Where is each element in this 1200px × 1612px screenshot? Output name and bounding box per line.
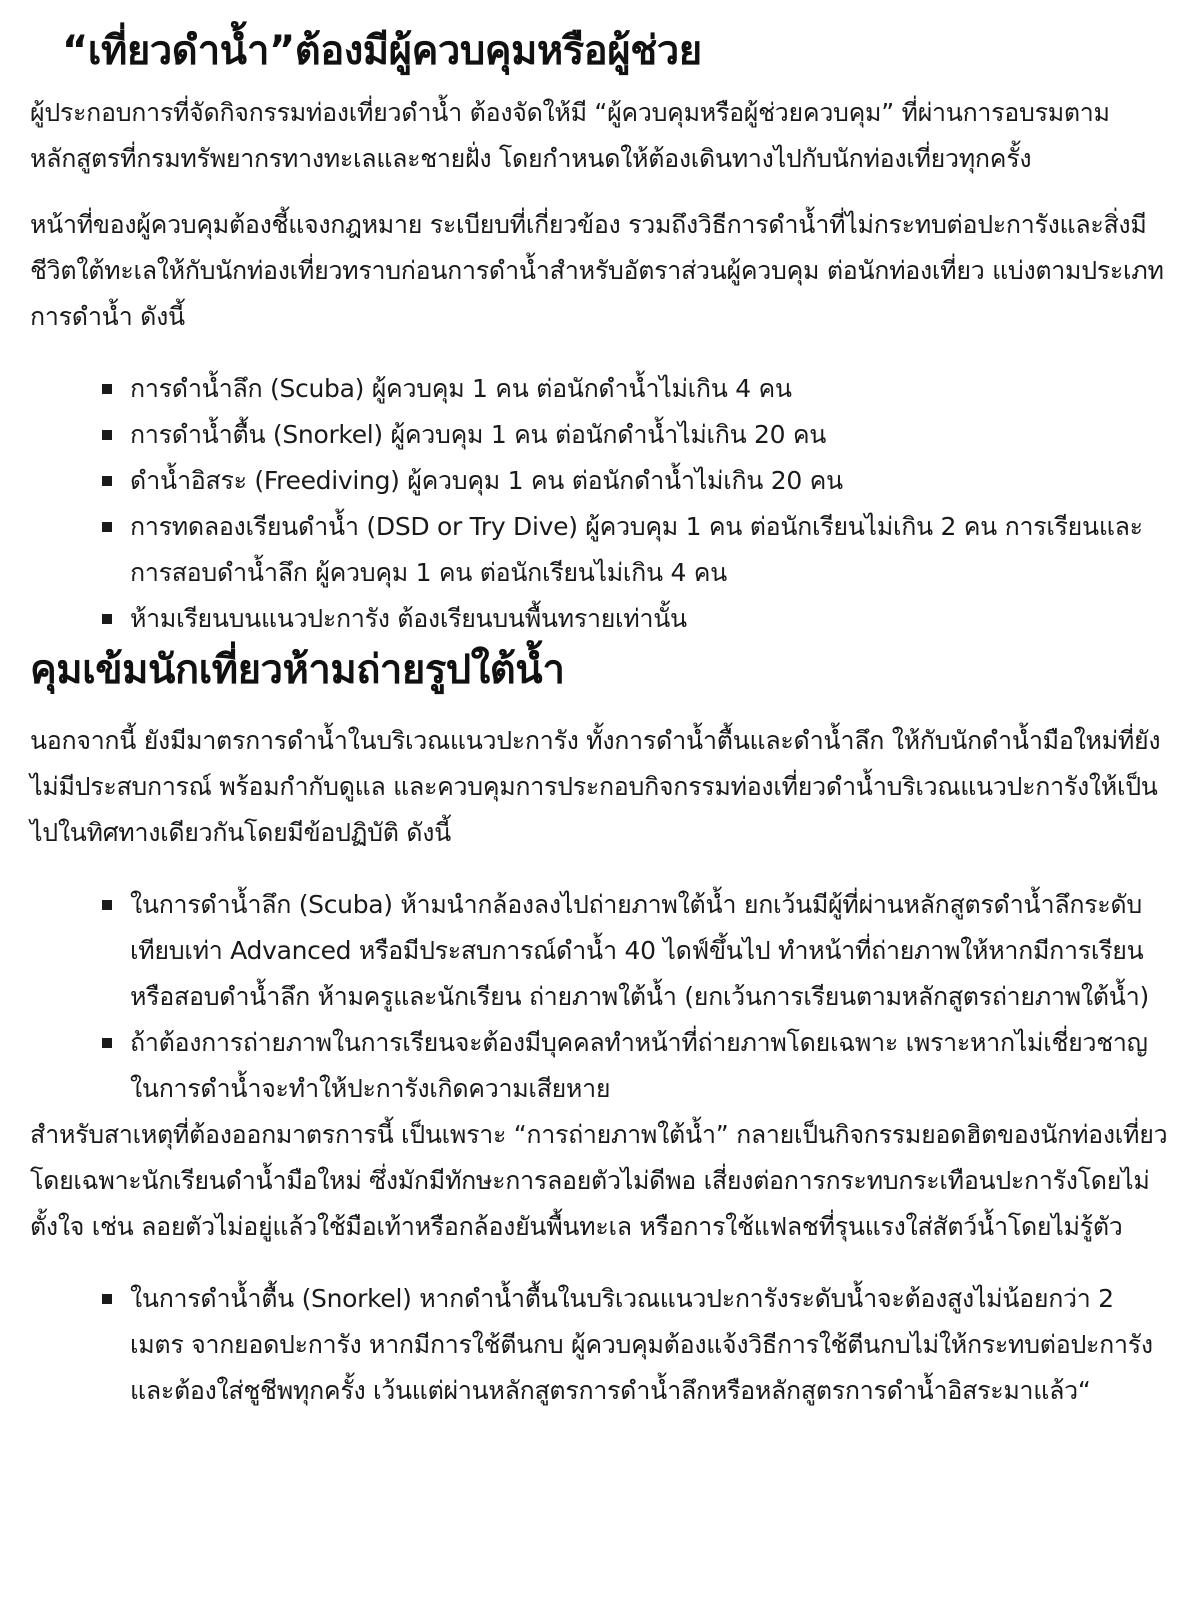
list-item: ถ้าต้องการถ่ายภาพในการเรียนจะต้องมีบุคคลทำหน้าที่ถ่ายภาพโดยเฉพาะ เพราะหากไม่เชี่ยวชาญในการดำน้ำจะทำให้ปะการังเกิดความเสียหาย <box>102 1020 1170 1112</box>
list-item: การทดลองเรียนดำน้ำ (DSD or Try Dive) ผู้ควบคุม 1 คน ต่อนักเรียนไม่เกิน 2 คน การเรียนและการสอบดำน้ำลึก ผู้ควบคุม 1 คน ต่อนักเรียนไม่เกิน 4 คน <box>102 504 1170 596</box>
heading-photo-ban: คุมเข้มนักเที่ยวห้ามถ่ายรูปใต้น้ำ <box>30 647 565 693</box>
photo-rules-list <box>30 882 1170 1112</box>
list-item: การดำน้ำลึก (Scuba) ผู้ควบคุม 1 คน ต่อนักดำน้ำไม่เกิน 4 คน <box>102 366 1170 412</box>
list-item: การดำน้ำตื้น (Snorkel) ผู้ควบคุม 1 คน ต่อนักดำน้ำไม่เกิน 20 คน <box>102 412 1170 458</box>
paragraph-operator-requirement: ผู้ประกอบการที่จัดกิจกรรมท่องเที่ยวดำน้ำ ต้องจัดให้มี “ผู้ควบคุมหรือผู้ช่วยควบคุม” ที่ผ่านการอบรมตามหลักสูตรที่กรมทรัพยากรทางทะเลและชายฝั่ง โดยกำหนดให้ต้องเดินทางไปกับนักท่องเที่ยวทุกครั้ง <box>30 98 1110 173</box>
paragraph-guide-duties: หน้าที่ของผู้ควบคุมต้องชี้แจงกฎหมาย ระเบียบที่เกี่ยวข้อง รวมถึงวิธีการดำน้ำที่ไม่กระทบต่อปะการังและสิ่งมีชีวิตใต้ทะเลให้กับนักท่องเที่ยวทราบก่อนการดำน้ำสำหรับอัตราส่วนผู้ควบคุม ต่อนักท่องเที่ยว แบ่งตามประเภทการดำน้ำ ดังนี้ <box>30 210 1164 331</box>
paragraph-reason: สำหรับสาเหตุที่ต้องออกมาตรการนี้ เป็นเพราะ “การถ่ายภาพใต้น้ำ” กลายเป็นกิจกรรมยอดฮิตของนักท่องเที่ยว โดยเฉพาะนักเรียนดำน้ำมือใหม่ ซึ่งมักมีทักษะการลอยตัวไม่ดีพอ เสี่ยงต่อการกระทบกระเทือนปะการังโดยไม่ตั้งใจ เช่น ลอยตัวไม่อยู่แล้วใช้มือเท้าหรือกล้องยันพื้นทะเล หรือการใช้แฟลชที่รุนแรงใส่สัตว์น้ำโดยไม่รู้ตัว <box>30 1120 1168 1241</box>
snorkel-rules-list <box>30 1276 1170 1414</box>
list-item: ในการดำน้ำลึก (Scuba) ห้ามนำกล้องลงไปถ่ายภาพใต้น้ำ ยกเว้นมีผู้ที่ผ่านหลักสูตรดำน้ำลึกระดับเทียบเท่า Advanced หรือมีประสบการณ์ดำน้ำ 40 ไดฟ์ขึ้นไป ทำหน้าที่ถ่ายภาพให้หากมีการเรียนหรือสอบดำน้ำลึก ห้ามครูและนักเรียน ถ่ายภาพใต้น้ำ (ยกเว้นการเรียนตามหลักสูตรถ่ายภาพใต้น้ำ) <box>102 882 1170 1020</box>
list-item: ดำน้ำอิสระ (Freediving) ผู้ควบคุม 1 คน ต่อนักดำน้ำไม่เกิน 20 คน <box>102 458 1170 504</box>
paragraph-reef-measures: นอกจากนี้ ยังมีมาตรการดำน้ำในบริเวณแนวปะการัง ทั้งการดำน้ำตื้นและดำน้ำลึก ให้กับนักดำน้ำมือใหม่ที่ยังไม่มีประสบการณ์ พร้อมกำกับดูแล และควบคุมการประกอบกิจกรรมท่องเที่ยวดำน้ำบริเวณแนวปะการังให้เป็นไปในทิศทางเดียวกันโดยมีข้อปฏิบัติ ดังนี้ <box>30 726 1161 847</box>
list-item: ห้ามเรียนบนแนวปะการัง ต้องเรียนบนพื้นทรายเท่านั้น <box>102 596 1170 642</box>
ratio-list <box>30 366 1170 642</box>
heading-guide-requirement: “เที่ยวดำน้ำ”ต้องมีผู้ควบคุมหรือผู้ช่วย <box>62 28 702 74</box>
list-item: ในการดำน้ำตื้น (Snorkel) หากดำน้ำตื้นในบริเวณแนวปะการังระดับน้ำจะต้องสูงไม่น้อยกว่า 2 เมตร จากยอดปะการัง หากมีการใช้ตีนกบ ผู้ควบคุมต้องแจ้งวิธีการใช้ตีนกบไม่ให้กระทบต่อปะการัง และต้องใส่ชูชีพทุกครั้ง เว้นแต่ผ่านหลักสูตรการดำน้ำลึกหรือหลักสูตรการดำน้ำอิสระมาแล้ว“ <box>102 1276 1170 1414</box>
